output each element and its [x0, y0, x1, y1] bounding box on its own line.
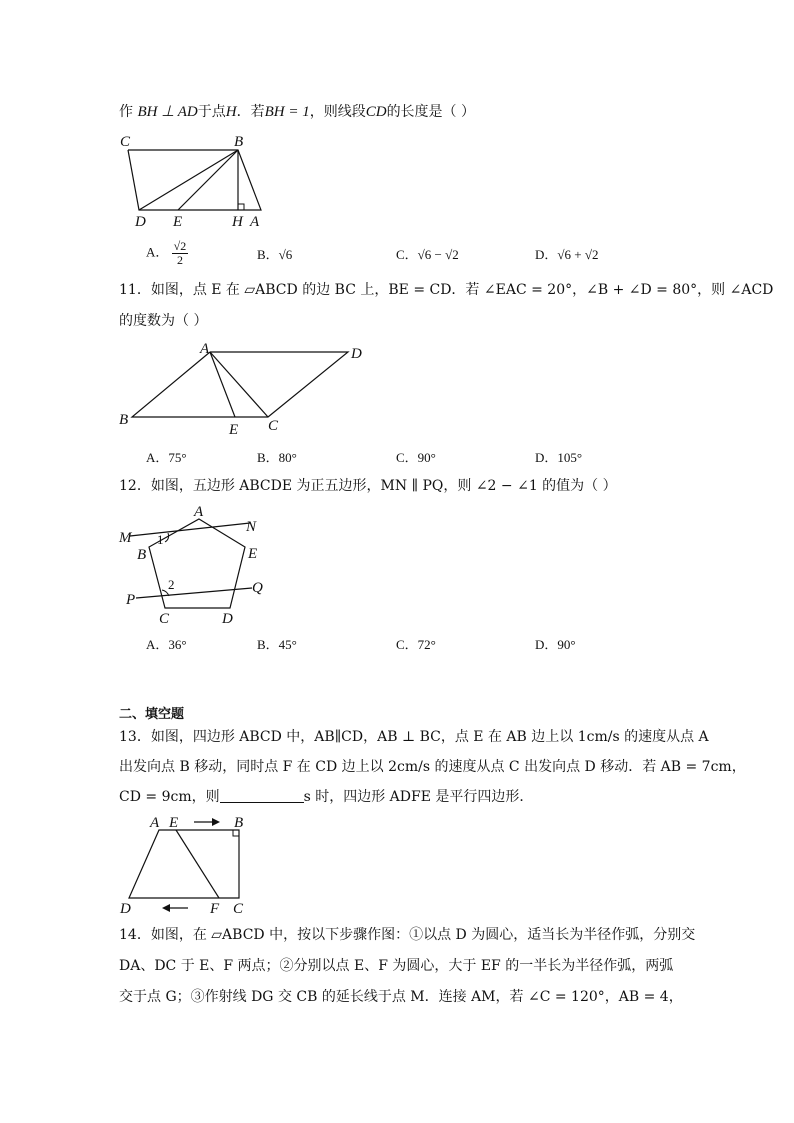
q10-label-D: D	[135, 214, 146, 230]
q13-label-D: D	[120, 901, 131, 917]
q12-label-M: M	[119, 530, 132, 546]
q10-math: BH ⊥ AD	[137, 104, 198, 120]
q14-stem-line3: 交于点 G；③作射线 DG 交 CB 的延长线于点 M．连接 AM，若 ∠C = 120°，AB = 4，	[119, 989, 683, 1005]
q12-label-angle-1: 1	[157, 532, 164, 547]
q10-segment-BE	[178, 150, 238, 210]
q10-math: BH = 1	[264, 104, 310, 120]
q12-label-Q: Q	[252, 580, 263, 596]
q10-option-b-key: B．	[257, 247, 279, 262]
q13-label-F: F	[210, 901, 220, 917]
q13-stem-line1: 13．如图，四边形 ABCD 中，AB∥CD，AB ⊥ BC，点 E 在 AB 边上以 1cm/s 的速度从点 A	[119, 729, 709, 745]
q10-option-b-text: √6	[278, 247, 293, 262]
q10-option-a-numerator: √2	[173, 239, 187, 253]
q12-label-D: D	[222, 611, 233, 627]
q13-label-C: C	[233, 901, 244, 917]
q10-text: ．若	[236, 104, 265, 120]
q10-figure	[110, 130, 280, 230]
q10-right-angle-mark	[238, 204, 244, 210]
q13-segment-EF	[176, 830, 219, 898]
q10-label-H: H	[232, 214, 243, 230]
q10-text: ，则线段	[309, 104, 366, 120]
q10-label-E: E	[173, 214, 183, 230]
q13-text: s 时，四边形 ADFE 是平行四边形．	[303, 789, 534, 805]
q11-label-B: B	[119, 412, 129, 428]
q10-option-c-key: C．	[396, 247, 418, 262]
q12-option-a[interactable]: A．36°	[146, 637, 187, 652]
q11-label-A: A	[200, 341, 210, 357]
q14-stem-line2: DA、DC 于 E、F 两点；②分别以点 E、F 为圆心，大于 EF 的一半长为半径作弧，两弧	[119, 958, 674, 974]
q10-option-c[interactable]	[396, 244, 459, 263]
q11-label-D: D	[351, 346, 362, 362]
q10-option-c-text: √6 − √2	[417, 247, 459, 262]
q11-label-E: E	[229, 422, 239, 438]
q13-text: CD = 9cm，则	[119, 789, 220, 805]
q10-stem	[119, 102, 475, 122]
q10-label-B: B	[234, 134, 244, 150]
q10-text: 作	[119, 104, 138, 120]
q11-option-b[interactable]: B．80°	[257, 450, 297, 465]
q10-math: H	[225, 104, 237, 120]
q10-option-a-fraction	[172, 240, 189, 267]
q11-stem-line1: 11．如图，点 E 在 ▱ABCD 的边 BC 上，BE = CD．若 ∠EAC = 20°，∠B + ∠D = 80°，则 ∠ACD	[119, 282, 774, 298]
q10-option-d-text: √6 + √2	[557, 247, 599, 262]
q11-option-c[interactable]: C．90°	[396, 450, 436, 465]
q13-stem-line2: 出发向点 B 移动，同时点 F 在 CD 边上以 2cm/s 的速度从点 C 出发向点 D 移动．若 AB = 7cm，	[119, 759, 746, 775]
q13-answer-blank[interactable]	[220, 788, 304, 803]
q13-arrowhead-left	[162, 904, 170, 912]
q13-label-B: B	[234, 815, 244, 831]
q10-label-A: A	[250, 214, 260, 230]
q10-option-a-key: A．	[146, 244, 169, 260]
q12-stem-line1: 12．如图，五边形 ABCDE 为正五边形，MN ∥ PQ，则 ∠2 − ∠1 的值为（ ）	[119, 478, 617, 494]
q12-option-d[interactable]: D．90°	[535, 637, 576, 652]
q13-figure	[112, 812, 262, 918]
q12-label-N: N	[246, 519, 257, 535]
q12-line-MN	[130, 523, 250, 536]
q11-segment-AC	[210, 352, 268, 417]
q12-label-C: C	[159, 611, 170, 627]
q10-parallelogram	[128, 150, 261, 210]
q12-line-PQ	[136, 588, 252, 598]
q10-option-d[interactable]	[535, 244, 599, 263]
q13-label-E: E	[169, 815, 179, 831]
q10-math: CD	[365, 104, 387, 120]
q11-segment-AE	[210, 352, 235, 417]
q11-option-d[interactable]: D．105°	[535, 450, 583, 465]
q11-figure	[112, 338, 372, 438]
q12-label-P: P	[126, 592, 136, 608]
q10-segment-BD	[139, 150, 238, 210]
q12-figure	[112, 500, 272, 630]
q11-stem-line2: 的度数为（ ）	[119, 313, 208, 329]
q13-label-A: A	[150, 815, 160, 831]
q12-label-B: B	[137, 547, 147, 563]
q11-parallelogram	[132, 352, 348, 417]
q14-stem-line1: 14．如图，在 ▱ABCD 中，按以下步骤作图：①以点 D 为圆心，适当长为半径作弧，分别交	[119, 927, 696, 943]
q10-option-a[interactable]	[146, 240, 188, 267]
q13-arrowhead-right	[212, 818, 220, 826]
q10-label-C: C	[120, 134, 131, 150]
q12-label-E: E	[248, 546, 258, 562]
q13-trapezoid	[129, 830, 239, 898]
q12-label-angle-2: 2	[168, 577, 175, 592]
q12-option-b[interactable]: B．45°	[257, 637, 297, 652]
q10-text: 的长度是（ ）	[386, 104, 476, 120]
q10-option-a-denominator: 2	[176, 253, 183, 267]
q11-option-a[interactable]: A．75°	[146, 450, 187, 465]
q10-option-d-key: D．	[535, 247, 558, 262]
q12-option-c[interactable]: C．72°	[396, 637, 436, 652]
q10-option-b[interactable]	[257, 244, 292, 263]
q13-stem-line3	[119, 787, 533, 807]
q10-text: 于点	[197, 104, 226, 120]
section-heading: 二、填空题	[119, 707, 185, 722]
q11-label-C: C	[268, 418, 279, 434]
q12-label-A: A	[194, 504, 204, 520]
